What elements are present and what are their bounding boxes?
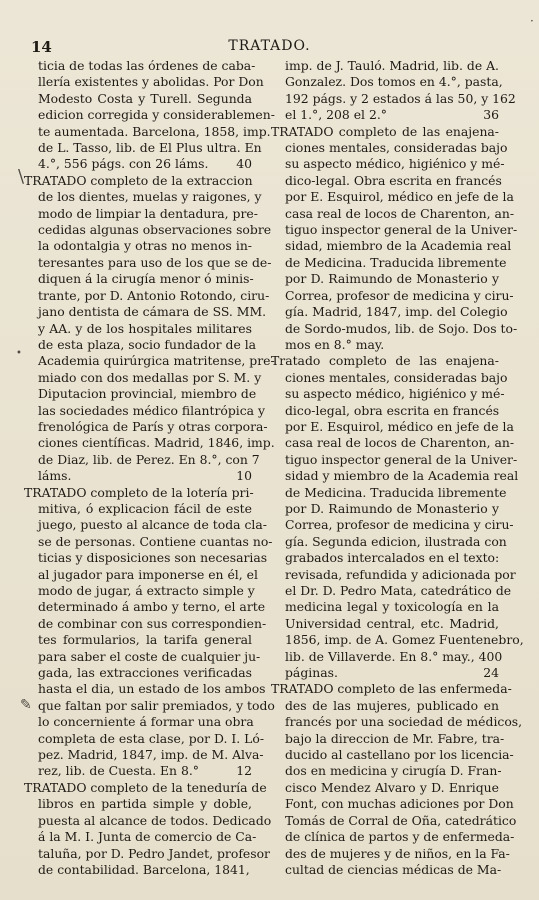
entry-line: de los dientes, muelas y raigones, y (38, 189, 262, 205)
entry-line: lib. de Villaverde. En 8.° may., 400 (285, 648, 503, 664)
left-column (24, 58, 275, 878)
entry-line: dico-legal. Obra escrita en francés (285, 172, 502, 188)
entry-line: de Medicina. Traducida libremente (285, 484, 507, 500)
entry-line: Diputacion provincial, miembro de (38, 386, 257, 402)
entry-line: de combinar con sus correspondien- (38, 615, 267, 631)
entry-line: lo concerniente á formar una obra (38, 714, 254, 730)
margin-pen-mark: ✎ (20, 697, 32, 713)
entry-line: cultad de ciencias médicas de Ma- (285, 861, 502, 877)
catalog-entry (24, 58, 275, 173)
entry-price: 12 (236, 763, 252, 779)
entry-line: ticias y disposiciones son necesarias (38, 550, 268, 566)
entry-line: libros en partida simple y doble, (38, 796, 252, 812)
entry-line: TRATADO completo de la lotería pri- (24, 484, 254, 500)
margin-dot-mark: • (16, 348, 22, 359)
catalog-entry (271, 353, 524, 681)
entry-line: Correa, profesor de medicina y ciru- (285, 517, 514, 533)
entry-line: revisada, refundida y adicionada por (285, 566, 516, 582)
entry-line: edicion corregida y considerablemen- (38, 107, 275, 123)
entry-line: determinado á ambo y terno, el arte (38, 599, 266, 615)
entry-line: tiguo inspector general de la Univer- (285, 222, 518, 238)
right-column (271, 58, 524, 878)
catalog-entry (271, 58, 516, 124)
entry-line: hasta el dia, un estado de los ambos (38, 681, 266, 697)
entry-line: casa real de locos de Charenton, an- (285, 205, 515, 221)
entry-line: taluña, por D. Pedro Jandet, profesor (38, 845, 270, 861)
entry-line: Correa, profesor de medicina y ciru- (285, 287, 514, 303)
entry-line: ticia de todas las órdenes de caba- (38, 58, 256, 73)
entry-line: dico-legal, obra escrita en francés (285, 402, 500, 418)
entry-line: ciones mentales, consideradas bajo (285, 369, 508, 385)
entry-line: cedidas algunas observaciones sobre (38, 222, 272, 238)
entry-line: tes formularios, la tarifa general (38, 632, 252, 648)
entry-line: de contabilidad. Barcelona, 1841, (38, 861, 250, 877)
catalog-entry (24, 779, 272, 878)
entry-line: TRATADO completo de las enajena- (271, 123, 499, 139)
entry-line: páginas. 24 (285, 665, 499, 681)
entry-line: gía. Segunda edicion, ilustrada con (285, 533, 507, 549)
entry-line: de Medicina. Traducida libremente (285, 254, 507, 270)
entry-line: ciones mentales, consideradas bajo (285, 140, 508, 156)
entry-line: de L. Tasso, lib. de El Plus ultra. En (38, 140, 262, 156)
entry-line: modo de limpiar la dentadura, pre- (38, 205, 258, 221)
running-title: TRATADO. (228, 38, 311, 54)
entry-line: Universidad central, etc. Madrid, (285, 615, 499, 631)
entry-price: 36 (483, 107, 499, 123)
catalog-entry (271, 123, 518, 354)
entry-line: ducido al castellano por los licencia- (285, 747, 514, 763)
entry-line: pez. Madrid, 1847, imp. de M. Alva- (38, 747, 264, 763)
entry-line: miado con dos medallas por S. M. y (38, 369, 262, 385)
entry-line: TRATADO completo de la teneduría de (24, 779, 267, 795)
entry-line: sidad, miembro de la Academia real (285, 238, 512, 254)
entry-line: Tratado completo de las enajena- (271, 353, 499, 369)
entry-line: llería existentes y abolidas. Por Don (38, 74, 264, 90)
entry-line: Academia quirúrgica matritense, pre- (38, 353, 275, 369)
entry-line: su aspecto médico, higiénico y mé- (285, 386, 505, 402)
entry-line: te aumentada. Barcelona, 1858, imp. (38, 123, 271, 139)
entry-line: mos en 8.° may. (285, 336, 385, 352)
page-header (0, 38, 539, 58)
catalog-entry (271, 681, 523, 878)
catalog-entry (24, 484, 275, 780)
page-number: 14 (31, 38, 52, 56)
entry-line: bajo la direccion de Mr. Fabre, tra- (285, 730, 505, 746)
entry-line: sidad y miembro de la Academia real (285, 468, 519, 484)
entry-line: de Diaz, lib. de Perez. En 8.°, con 7 (38, 451, 260, 467)
entry-line: Font, con muchas adiciones por Don (285, 796, 514, 812)
entry-line: su aspecto médico, higiénico y mé- (285, 156, 505, 172)
entry-line: grabados intercalados en el texto: (285, 550, 500, 566)
entry-price: 24 (483, 665, 499, 681)
entry-line: se de personas. Contiene cuantas no- (38, 533, 273, 549)
entry-line: á la M. I. Junta de comercio de Ca- (38, 829, 257, 845)
entry-line: el Dr. D. Pedro Mata, catedrático de (285, 583, 512, 598)
entry-line: cisco Mendez Alvaro y D. Enrique (285, 779, 499, 795)
entry-line: completa de esta clase, por D. I. Ló- (38, 730, 265, 746)
entry-line: rez, lib. de Cuesta. En 8.° 12 (38, 763, 252, 779)
entry-line: por D. Raimundo de Monasterio y (285, 500, 499, 516)
entry-line: TRATADO completo de las enfermeda- (271, 681, 512, 697)
entry-line: que faltan por salir premiados, y todo (38, 697, 275, 713)
entry-line: imp. de J. Tauló. Madrid, lib. de A. (285, 58, 499, 73)
entry-line: 4.°, 556 págs. con 26 láms. 40 (38, 156, 252, 172)
entry-line: trante, por D. Antonio Rotondo, ciru- (38, 287, 270, 303)
corner-dot-mark: · (530, 14, 534, 28)
entry-line: teresantes para uso de los que se de- (38, 254, 272, 270)
catalog-entry (24, 172, 275, 485)
entry-line: por E. Esquirol, médico en jefe de la (285, 189, 514, 205)
entry-line: para saber el coste de cualquier ju- (38, 648, 261, 664)
entry-line: tiguo inspector general de la Univer- (285, 451, 518, 467)
entry-line: mitiva, ó explicacion fácil de este (38, 500, 252, 516)
entry-line: casa real de locos de Charenton, an- (285, 435, 515, 451)
entry-line: las sociedades médico filantrópica y (38, 402, 266, 418)
entry-line: Gonzalez. Dos tomos en 4.°, pasta, (285, 74, 503, 90)
entry-line: la odontalgia y otras no menos in- (38, 238, 252, 254)
entry-line: 1856, imp. de A. Gomez Fuentenebro, (285, 632, 524, 648)
entry-line: Modesto Costa y Turell. Segunda (38, 90, 252, 106)
entry-line: por E. Esquirol, médico en jefe de la (285, 418, 514, 434)
entry-line: de clínica de partos y de enfermeda- (285, 829, 515, 845)
entry-line: des de las mujeres, publicado en (285, 697, 499, 713)
entry-line: puesta al alcance de todos. Dedicado (38, 812, 272, 828)
entry-line: des de mujeres y de niños, en la Fa- (285, 845, 510, 861)
entry-line: jano dentista de cámara de SS. MM. (38, 304, 267, 320)
entry-line: al jugador para imponerse en él, el (38, 566, 258, 582)
entry-line: juego, puesto al alcance de toda cla- (38, 517, 267, 533)
margin-tick-mark: \ (18, 166, 25, 187)
entry-line: por D. Raimundo de Monasterio y (285, 271, 499, 287)
entry-line: Tomás de Corral de Oña, catedrático (285, 812, 517, 828)
entry-line: y AA. y de los hospitales militares (38, 320, 252, 336)
entry-line: 192 págs. y 2 estados á las 50, y 162 (285, 90, 516, 106)
entry-line: diquen á la cirugía menor ó minis- (38, 271, 254, 287)
entry-line: gada, las extracciones verificadas (38, 665, 252, 681)
entry-price: 10 (236, 468, 252, 484)
entry-price: 40 (236, 156, 252, 172)
entry-line: francés por una sociedad de médicos, (285, 714, 523, 730)
entry-line: medicina legal y toxicología en la (285, 599, 499, 615)
entry-line: frenológica de París y otras corpora- (38, 418, 268, 434)
entry-line: el 1.°, 208 el 2.° 36 (285, 107, 499, 123)
entry-line: láms. 10 (38, 468, 252, 484)
entry-line: modo de jugar, á extracto simple y (38, 583, 255, 598)
entry-line: dos en medicina y cirugía D. Fran- (285, 763, 502, 779)
entry-line: ciones científicas. Madrid, 1846, imp. (38, 435, 275, 451)
entry-line: gía. Madrid, 1847, imp. del Colegio (285, 304, 508, 320)
entry-line: de Sordo-mudos, lib. de Sojo. Dos to- (285, 320, 518, 336)
entry-line: TRATADO completo de la extraccion (24, 172, 253, 188)
entry-line: de esta plaza, socio fundador de la (38, 336, 257, 352)
